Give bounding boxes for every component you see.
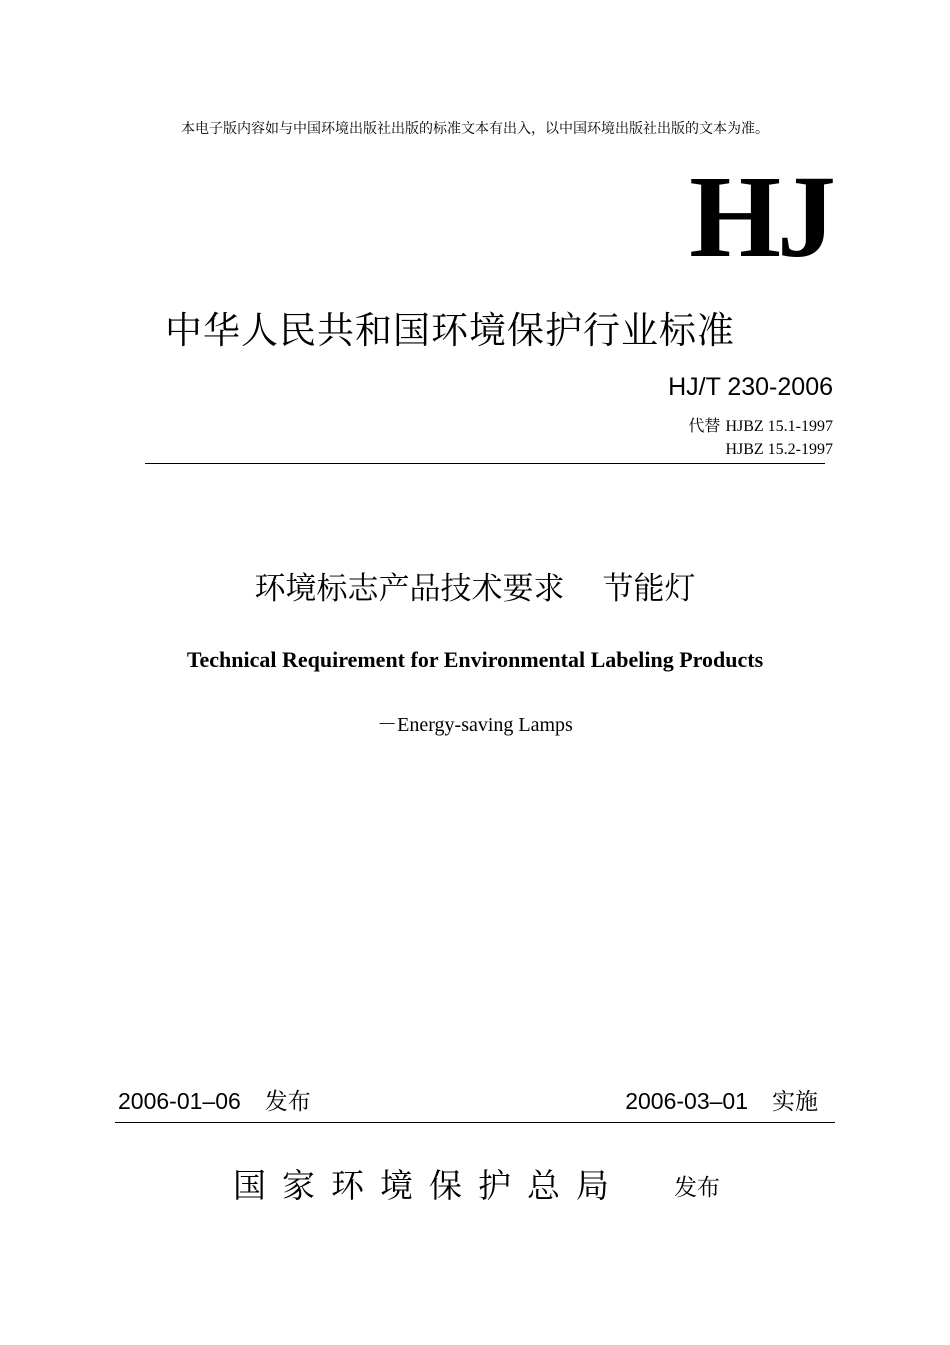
implementation-label: 实施 <box>772 1089 818 1115</box>
english-title: Technical Requirement for Environmental Labeling Products <box>186 647 764 672</box>
replaced-standard: HJBZ 15.2-1997 <box>725 441 833 458</box>
issuing-authority: 国家环境保护总局 <box>233 1166 625 1205</box>
chinese-title-main: 环境标志产品技术要求 <box>254 571 565 607</box>
implementation-date: 2006-03–01 <box>625 1088 748 1114</box>
hj-logo: HJ <box>689 151 832 282</box>
disclaimer-notice: 本电子版内容如与中国环境出版社出版的标准文本有出入，以中国环境出版社出版的文本为准。 <box>181 121 769 137</box>
replaces-line-2 <box>688 438 833 461</box>
replaces-block <box>688 415 833 461</box>
standard-category-title: 中华人民共和国环境保护行业标准 <box>165 309 735 352</box>
chinese-title-product: 节能灯 <box>602 571 696 607</box>
issue-label: 发布 <box>264 1089 311 1115</box>
issue-date-block <box>118 1083 311 1116</box>
english-subtitle: －Energy-saving Lamps <box>377 714 573 736</box>
replaced-standard: HJBZ 15.1-1997 <box>725 418 833 435</box>
replaces-label: 代替 <box>688 416 721 435</box>
implementation-date-block <box>625 1083 818 1116</box>
issue-date: 2006-01–06 <box>118 1088 241 1114</box>
replaces-line-1 <box>688 415 833 438</box>
chinese-title <box>0 563 950 608</box>
standard-number: HJ/T 230-2006 <box>668 373 833 401</box>
header-divider <box>145 463 825 464</box>
issuing-label: 发布 <box>674 1175 720 1201</box>
footer-divider <box>115 1122 835 1123</box>
